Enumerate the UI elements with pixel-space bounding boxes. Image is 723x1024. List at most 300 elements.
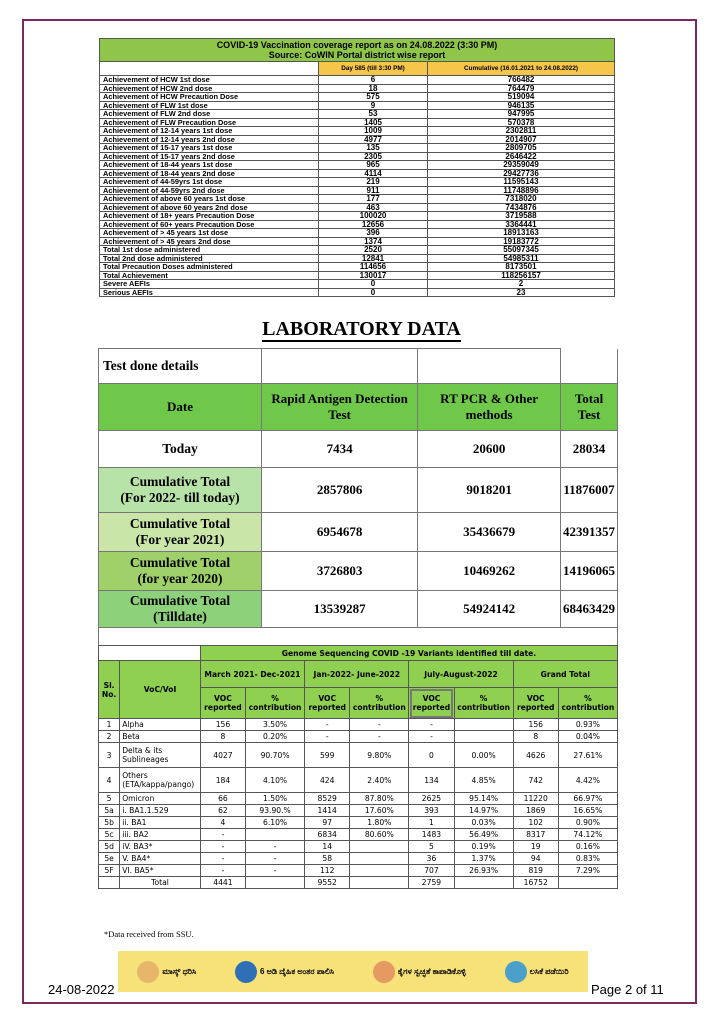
genome-cell [350, 853, 409, 865]
genome-cell: 1.80% [350, 817, 409, 829]
vac-row-day: 396 [319, 229, 428, 238]
genome-cell: 599 [305, 743, 350, 768]
genome-row [99, 719, 618, 731]
vac-row-day: 53 [319, 110, 428, 119]
vac-row-day: 1009 [319, 127, 428, 136]
genome-row [99, 805, 618, 817]
genome-row [99, 841, 618, 853]
genome-cell: 156 [513, 719, 558, 731]
genome-cell: 4 [200, 817, 245, 829]
genome-cell: 8317 [513, 829, 558, 841]
lab-row-value: 28034 [561, 431, 618, 468]
vac-title-row [100, 39, 615, 62]
lab-test-row [99, 349, 618, 384]
genome-cell: 2625 [409, 793, 454, 805]
vac-row-label: Achievement of 12-14 years 2nd dose [100, 135, 319, 144]
vac-row [100, 263, 615, 272]
vac-row [100, 288, 615, 297]
lab-row [99, 468, 618, 513]
lab-row-value: 11876007 [561, 468, 618, 513]
genome-cell: 80.60% [350, 829, 409, 841]
genome-cell: - [305, 719, 350, 731]
genome-cell [246, 829, 305, 841]
vac-row-day: 18 [319, 84, 428, 93]
genome-cell: 9.80% [350, 743, 409, 768]
genome-variant: i. BA1.1.529 [120, 805, 201, 817]
genome-sub-pct: % contribution [558, 688, 617, 719]
vac-row-cum: 946135 [428, 101, 615, 110]
lab-blank [561, 349, 618, 384]
vac-row-cum: 766482 [428, 76, 615, 85]
handwash-icon [373, 961, 395, 983]
genome-cell: 184 [200, 768, 245, 793]
vac-row-day: 911 [319, 186, 428, 195]
genome-cell: 742 [513, 768, 558, 793]
vac-row-day: 1374 [319, 237, 428, 246]
genome-period-header: March 2021- Dec-2021 [200, 661, 304, 688]
genome-cell: 8529 [305, 793, 350, 805]
genome-row [99, 793, 618, 805]
vac-row-day: 135 [319, 144, 428, 153]
genome-cell: 2.40% [350, 768, 409, 793]
genome-cell: 707 [409, 865, 454, 877]
vac-row-day: 177 [319, 195, 428, 204]
vac-row-day: 4977 [319, 135, 428, 144]
banner-mask: ಮಾಸ್ಕ್ ಧರಿಸಿ [162, 966, 197, 976]
vac-row-cum: 7318020 [428, 195, 615, 204]
vac-row-label: Achievement of 44-59yrs 1st dose [100, 178, 319, 187]
genome-cell: 5b [99, 817, 120, 829]
vac-row-day: 2520 [319, 246, 428, 255]
genome-cell: - [409, 719, 454, 731]
genome-total-cell: 9552 [305, 877, 350, 889]
awareness-banner [118, 951, 588, 992]
genome-cell: 5F [99, 865, 120, 877]
genome-cell: 4626 [513, 743, 558, 768]
lab-row-value: 68463429 [561, 591, 618, 628]
genome-cell: 94 [513, 853, 558, 865]
genome-table [98, 645, 618, 889]
lab-row-value: 14196065 [561, 552, 618, 591]
genome-period-header: Jan-2022- June-2022 [305, 661, 409, 688]
banner-hands: ಕೈಗಳ ಸ್ವಚ್ಛತೆ ಕಾಪಾಡಿಕೊಳ್ಳಿ [397, 966, 466, 976]
vac-row-label: Achievement of above 60 years 1st dose [100, 195, 319, 204]
genome-cell: 1 [409, 817, 454, 829]
genome-sub-pct: % contribution [350, 688, 409, 719]
genome-cell: - [246, 853, 305, 865]
genome-total-cell [350, 877, 409, 889]
vac-row-day: 12656 [319, 220, 428, 229]
genome-cell: - [200, 865, 245, 877]
genome-cell: 95.14% [454, 793, 513, 805]
genome-cell: 14.97% [454, 805, 513, 817]
genome-sub-voc: VOC reported [409, 688, 454, 719]
genome-title: Genome Sequencing COVID -19 Variants identified till date. [200, 646, 617, 661]
vac-row-label: Achievement of 15-17 years 2nd dose [100, 152, 319, 161]
vac-row-day: 219 [319, 178, 428, 187]
vac-row [100, 271, 615, 280]
genome-cell: 0.93% [558, 719, 617, 731]
genome-cell: - [200, 853, 245, 865]
genome-period-header: July-August-2022 [409, 661, 513, 688]
lab-row-value: 2857806 [262, 468, 418, 513]
banner-distance: 6 ಅಡಿ ದೈಹಿಕ ಅಂತರ ಪಾಲಿಸಿ [260, 966, 335, 976]
vac-row-label: Achievement of HCW Precaution Dose [100, 93, 319, 102]
genome-cell: 19 [513, 841, 558, 853]
genome-row [99, 817, 618, 829]
genome-cell: - [350, 731, 409, 743]
genome-cell: 26.93% [454, 865, 513, 877]
vac-row-cum: 570378 [428, 118, 615, 127]
vac-row-label: Achievement of 18+ years Precaution Dose [100, 212, 319, 221]
genome-cell: 4 [99, 768, 120, 793]
vaccination-table [99, 38, 615, 297]
genome-total-cell [246, 877, 305, 889]
genome-row [99, 829, 618, 841]
data-note: *Data received from SSU. [104, 929, 194, 939]
vac-row-cum: 118256157 [428, 271, 615, 280]
genome-cell: 1414 [305, 805, 350, 817]
lab-row-label-main: Cumulative Total [129, 593, 231, 608]
genome-cell: 58 [305, 853, 350, 865]
genome-cell: 17.60% [350, 805, 409, 817]
genome-cell: 134 [409, 768, 454, 793]
vac-row-day: 130017 [319, 271, 428, 280]
footer-date: 24-08-2022 [48, 982, 115, 997]
genome-cell: 0.16% [558, 841, 617, 853]
vac-row-label: Achievement of FLW 2nd dose [100, 110, 319, 119]
genome-cell: 1.50% [246, 793, 305, 805]
genome-cell: 8 [513, 731, 558, 743]
genome-row [99, 768, 618, 793]
vac-row-cum: 2809705 [428, 144, 615, 153]
genome-cell: 66 [200, 793, 245, 805]
vac-row [100, 178, 615, 187]
lab-row-label [99, 431, 262, 468]
genome-cell: 156 [200, 719, 245, 731]
vac-row [100, 280, 615, 289]
genome-variant: Delta & its Sublineages [120, 743, 201, 768]
lab-title: LABORATORY DATA [262, 318, 461, 340]
vac-row-day: 12841 [319, 254, 428, 263]
genome-cell: 66.97% [558, 793, 617, 805]
vac-header-cum: Cumulative (16.01.2021 to 24.08.2022) [428, 62, 615, 76]
vac-row-label: Achievement of 18-44 years 2nd dose [100, 169, 319, 178]
lab-row-label [99, 513, 262, 552]
vac-row-cum: 8173501 [428, 263, 615, 272]
genome-cell: 0.03% [454, 817, 513, 829]
vac-row-label: Achievement of HCW 2nd dose [100, 84, 319, 93]
lab-header: Date [99, 384, 262, 431]
vac-row-cum: 2 [428, 280, 615, 289]
vac-row-day: 114656 [319, 263, 428, 272]
genome-cell: - [350, 719, 409, 731]
lab-row-label-main: Cumulative Total [129, 474, 231, 489]
genome-variant: ii. BA1 [120, 817, 201, 829]
genome-cell: 62 [200, 805, 245, 817]
lab-row-label-sub: (For year 2021) [135, 532, 225, 547]
genome-cell: 5c [99, 829, 120, 841]
lab-row-label-main: Cumulative Total [129, 516, 231, 531]
genome-period-header: Grand Total [513, 661, 617, 688]
vac-row-day: 2305 [319, 152, 428, 161]
genome-variant: iV. BA3* [120, 841, 201, 853]
genome-row [99, 743, 618, 768]
genome-cell: 6.10% [246, 817, 305, 829]
lab-row-value: 13539287 [262, 591, 418, 628]
gen-blank [99, 646, 201, 661]
mask-icon [137, 961, 159, 983]
genome-cell: 112 [305, 865, 350, 877]
vac-row-day: 6 [319, 76, 428, 85]
vac-row-label: Total 1st dose administered [100, 246, 319, 255]
vac-row-day: 4114 [319, 169, 428, 178]
vac-row [100, 93, 615, 102]
vac-row-label: Achievement of 12-14 years 1st dose [100, 127, 319, 136]
genome-cell: 56.49% [454, 829, 513, 841]
vac-row-day: 575 [319, 93, 428, 102]
genome-row [99, 853, 618, 865]
lab-blank [418, 349, 561, 384]
vac-row-label: Achievement of FLW 1st dose [100, 101, 319, 110]
vac-row-cum: 18913163 [428, 229, 615, 238]
lab-row-label [99, 552, 262, 591]
vac-row-day: 965 [319, 161, 428, 170]
vac-row-cum: 2646422 [428, 152, 615, 161]
genome-title-row [99, 646, 618, 661]
genome-cell: 0.04% [558, 731, 617, 743]
genome-cell: 4.42% [558, 768, 617, 793]
vac-row-cum: 29427736 [428, 169, 615, 178]
genome-cell: 93.90.% [246, 805, 305, 817]
genome-cell: 90.70% [246, 743, 305, 768]
vac-row-label: Achievement of 18-44 years 1st dose [100, 161, 319, 170]
lab-row-value: 42391357 [561, 513, 618, 552]
genome-cell: 14 [305, 841, 350, 853]
genome-total-label: Total [120, 877, 201, 889]
genome-cell: 0.20% [246, 731, 305, 743]
genome-variant: Omicron [120, 793, 201, 805]
vac-header-day: Day 585 (till 3:30 PM) [319, 62, 428, 76]
vac-row [100, 127, 615, 136]
lab-row-label-sub: (Tilldate) [153, 609, 207, 624]
genome-cell: 5a [99, 805, 120, 817]
vac-row-label: Total 2nd dose administered [100, 254, 319, 263]
genome-cell: 11220 [513, 793, 558, 805]
vac-row-cum: 23 [428, 288, 615, 297]
lab-row-value: 10469262 [418, 552, 561, 591]
vac-row-day: 9 [319, 101, 428, 110]
vac-row-cum: 29359049 [428, 161, 615, 170]
genome-total-cell [558, 877, 617, 889]
vac-row-day: 0 [319, 288, 428, 297]
vac-row-cum: 11595143 [428, 178, 615, 187]
genome-cell: 1869 [513, 805, 558, 817]
vac-row-label: Achievement of 15-17 years 1st dose [100, 144, 319, 153]
genome-sub-voc: VOC reported [305, 688, 350, 719]
lab-row-label-main: Today [162, 441, 198, 456]
genome-variant: Alpha [120, 719, 201, 731]
lab-row [99, 513, 618, 552]
lab-row-label-sub: (for year 2020) [137, 571, 223, 586]
vac-source-text: Source: CoWIN Portal district wise report [268, 50, 446, 60]
vac-row-day: 463 [319, 203, 428, 212]
genome-sub-pct: % contribution [246, 688, 305, 719]
vac-row-cum: 19183772 [428, 237, 615, 246]
vac-row-cum: 7434876 [428, 203, 615, 212]
genome-cell: - [200, 841, 245, 853]
lab-header-row [99, 384, 618, 431]
genome-cell: 5 [409, 841, 454, 853]
genome-cell: - [246, 865, 305, 877]
vac-header-row [100, 62, 615, 76]
genome-cell: - [409, 731, 454, 743]
genome-cell [350, 841, 409, 853]
genome-cell: 393 [409, 805, 454, 817]
genome-row [99, 865, 618, 877]
genome-sub-voc: VOC reported [200, 688, 245, 719]
genome-variant: V. BA4* [120, 853, 201, 865]
vac-header-blank [100, 62, 319, 76]
lab-table [98, 348, 618, 659]
lab-header: Total Test [561, 384, 618, 431]
lab-row-label [99, 591, 262, 628]
genome-cell: 36 [409, 853, 454, 865]
lab-row-value: 9018201 [418, 468, 561, 513]
genome-variant: Beta [120, 731, 201, 743]
vac-row [100, 76, 615, 85]
lab-row-value: 35436679 [418, 513, 561, 552]
vac-title [100, 39, 615, 62]
lab-row-value: 6954678 [262, 513, 418, 552]
genome-cell: 5e [99, 853, 120, 865]
lab-row-value: 7434 [262, 431, 418, 468]
vac-title-text: COVID-19 Vaccination coverage report as on 24.08.2022 (3:30 PM) [216, 40, 498, 50]
vac-row-label: Total Precaution Doses administered [100, 263, 319, 272]
genome-cell: 1.37% [454, 853, 513, 865]
vac-row-label: Achievement of above 60 years 2nd dose [100, 203, 319, 212]
vac-row [100, 144, 615, 153]
genome-cell: 819 [513, 865, 558, 877]
genome-cell: 3 [99, 743, 120, 768]
genome-total-cell: 16752 [513, 877, 558, 889]
genome-period-row [99, 661, 618, 688]
vac-row-label: Achievement of HCW 1st dose [100, 76, 319, 85]
genome-cell: 102 [513, 817, 558, 829]
vac-row [100, 229, 615, 238]
genome-total-cell [454, 877, 513, 889]
genome-variant: Others (ETA/kappa/pango) [120, 768, 201, 793]
vac-row-label: Achievement of 44-59yrs 2nd dose [100, 186, 319, 195]
vac-row-cum: 947995 [428, 110, 615, 119]
genome-cell: 5d [99, 841, 120, 853]
genome-total-row [99, 877, 618, 889]
genome-cell: 4027 [200, 743, 245, 768]
lab-row-label-sub: (For 2022- till today) [120, 490, 240, 505]
genome-cell: 16.65% [558, 805, 617, 817]
genome-cell: 1 [99, 719, 120, 731]
lab-row-value: 20600 [418, 431, 561, 468]
vac-row-cum: 55097345 [428, 246, 615, 255]
genome-voc-header: VoC/VoI [120, 661, 201, 719]
lab-row-label-main: Cumulative Total [129, 555, 231, 570]
genome-variant: VI. BA5* [120, 865, 201, 877]
lab-header: RT PCR & Other methods [418, 384, 561, 431]
lab-row [99, 552, 618, 591]
genome-cell: 0.83% [558, 853, 617, 865]
lab-row-value: 3726803 [262, 552, 418, 591]
genome-cell: 6834 [305, 829, 350, 841]
genome-cell: 87.80% [350, 793, 409, 805]
vac-row [100, 110, 615, 119]
lab-row [99, 591, 618, 628]
vac-row-label: Achievement of > 45 years 2nd dose [100, 237, 319, 246]
vac-row [100, 246, 615, 255]
vac-row [100, 212, 615, 221]
lab-blank [262, 349, 418, 384]
genome-sub-voc: VOC reported [513, 688, 558, 719]
distance-icon [235, 961, 257, 983]
genome-total-blank [99, 877, 120, 889]
vac-row-cum: 2302811 [428, 127, 615, 136]
genome-sl-header: Sl. No. [99, 661, 120, 719]
lab-row [99, 431, 618, 468]
genome-cell: 7.29% [558, 865, 617, 877]
vac-row-day: 0 [319, 280, 428, 289]
vac-row-cum: 2014907 [428, 135, 615, 144]
genome-cell [454, 731, 513, 743]
genome-cell: 3.50% [246, 719, 305, 731]
genome-cell: 424 [305, 768, 350, 793]
genome-cell: 4.10% [246, 768, 305, 793]
vac-row-label: Serious AEFIs [100, 288, 319, 297]
genome-cell: 27.61% [558, 743, 617, 768]
vac-row-day: 1405 [319, 118, 428, 127]
genome-sub-pct: % contribution [454, 688, 513, 719]
vac-row-cum: 3364441 [428, 220, 615, 229]
genome-cell: 0.90% [558, 817, 617, 829]
genome-cell: 4.85% [454, 768, 513, 793]
banner-vaccine: ಲಸಿಕೆ ಪಡೆಯಿರಿ [529, 966, 569, 976]
genome-total-cell: 2759 [409, 877, 454, 889]
genome-total-cell: 4441 [200, 877, 245, 889]
vaccine-icon [505, 961, 527, 983]
genome-cell [350, 865, 409, 877]
genome-cell: 74.12% [558, 829, 617, 841]
vac-row [100, 195, 615, 204]
vac-row-cum: 11748896 [428, 186, 615, 195]
vac-row-cum: 3719588 [428, 212, 615, 221]
vac-row-label: Total Achievement [100, 271, 319, 280]
genome-variant: iii. BA2 [120, 829, 201, 841]
vac-row-label: Severe AEFIs [100, 280, 319, 289]
vac-row-label: Achievement of > 45 years 1st dose [100, 229, 319, 238]
genome-cell: 8 [200, 731, 245, 743]
vac-row-label: Achievement of FLW Precaution Dose [100, 118, 319, 127]
genome-row [99, 731, 618, 743]
genome-cell: - [305, 731, 350, 743]
vac-row-label: Achievement of 60+ years Precaution Dose [100, 220, 319, 229]
genome-cell: 2 [99, 731, 120, 743]
genome-cell: 1483 [409, 829, 454, 841]
lab-header: Rapid Antigen Detection Test [262, 384, 418, 431]
vac-row-cum: 519094 [428, 93, 615, 102]
genome-cell: 5 [99, 793, 120, 805]
vac-row-cum: 764479 [428, 84, 615, 93]
genome-cell: 0.00% [454, 743, 513, 768]
genome-cell: - [246, 841, 305, 853]
genome-cell: 0.19% [454, 841, 513, 853]
